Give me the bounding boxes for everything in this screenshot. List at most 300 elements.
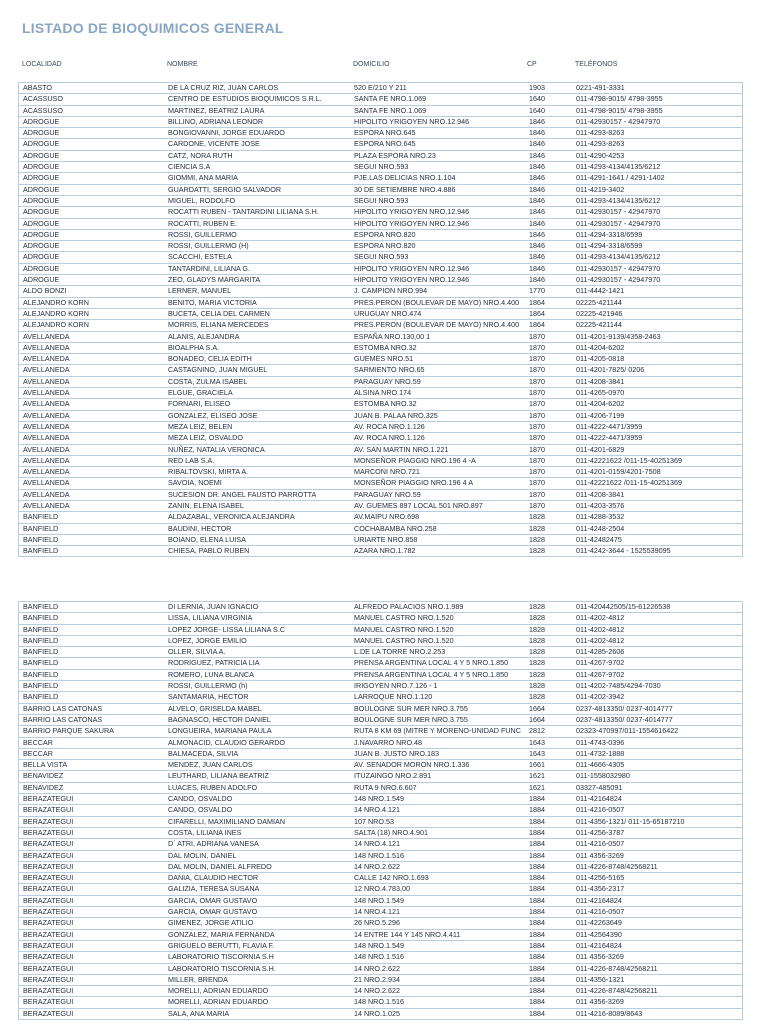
domicilio-cell: PRES.PERON (BOULEVAR DE MAYO) NRO.4.400 [354,320,520,330]
cp-cell: 1864 [529,308,545,318]
telefonos-cell: 011-4798-9015/ 4798-3955 [576,105,663,115]
table-row [19,501,742,512]
cp-cell: 1870 [529,354,545,364]
domicilio-cell: PRES.PERON (BOULEVAR DE MAYO) NRO.4.400 [354,297,520,307]
localidad-cell: BARRIO LAS CATONAS [23,703,103,713]
nombre-cell: DI LERNIA, JUAN IGNACIO [168,602,259,611]
cp-cell: 1770 [529,286,545,296]
domicilio-cell: PARAGUAY NRO.59 [354,489,421,499]
table-row [19,94,742,105]
localidad-cell: AVELLANEDA [23,388,70,398]
localidad-cell: AVELLANEDA [23,365,70,375]
localidad-cell: BERAZATEGUI [23,907,74,917]
table-row [19,636,742,647]
domicilio-cell: RUTA 9 NRO.6.607 [354,782,417,792]
table-row [19,873,742,884]
localidad-cell: ADROGUE [23,128,60,138]
telefonos-cell: 011-4293-4134/4135/6212 [576,195,661,205]
cp-cell: 1884 [529,986,545,996]
page-title: LISTADO DE BIOQUIMICOS GENERAL [22,20,284,36]
localidad-cell: BANFIELD [23,692,59,702]
telefonos-cell: 011-4294-3318/6599 [576,229,643,239]
cp-cell: 1828 [529,602,545,611]
cp-cell: 1870 [529,500,545,510]
domicilio-cell: ITUZAINGO NRO.2.891 [354,771,432,781]
nombre-cell: SANTAMARIA, HECTOR [168,692,249,702]
nombre-cell: LERNER, MANUEL [168,286,232,296]
nombre-cell: GIMENEZ, JORGE ATILIO [168,918,254,928]
cp-cell: 1828 [529,635,545,645]
table-row [19,320,742,331]
telefonos-cell: 011-4201-7825/ 0206 [576,365,645,375]
nombre-cell: BENITO, MARIA VICTORIA [168,297,257,307]
column-header-localidad: LOCALIDAD [22,61,62,68]
nombre-cell: ROSSI, GUILLERMO (h) [168,681,248,691]
nombre-cell: ROSSI, GUILLERMO [168,229,237,239]
table-row [19,975,742,986]
table-row [19,613,742,624]
nombre-cell: BOIANO, ELENA LUISA [168,534,246,544]
cp-cell: 1884 [529,884,545,894]
table-row [19,658,742,669]
nombre-cell: CASTAGNINO, JUAN MIGUEL [168,365,268,375]
cp-cell: 1884 [529,997,545,1007]
table-row [19,173,742,184]
nombre-cell: MORRIS, ELIANA MERCEDES [168,320,269,330]
cp-cell: 1884 [529,895,545,905]
localidad-cell: BERAZATEGUI [23,805,74,815]
nombre-cell: BIOALPHA S.A. [168,342,220,352]
telefonos-cell: 011-4267-9702 [576,658,625,668]
domicilio-cell: COCHABAMBA NRO.258 [354,523,437,533]
nombre-cell: LISSA, LILIANA VIRGINIA [168,613,253,623]
localidad-cell: AVELLANEDA [23,433,70,443]
cp-cell: 1846 [529,207,545,217]
telefonos-cell: 011-4216-0507 [576,907,625,917]
cp-cell: 1864 [529,297,545,307]
table-row [19,241,742,252]
cp-cell: 1870 [529,376,545,386]
domicilio-cell: JUAN B. JUSTO NRO.183 [354,748,439,758]
telefonos-cell: 011-4222-4471/3959 [576,433,643,443]
cp-cell: 1870 [529,399,545,409]
table-row [19,907,742,918]
table-row [19,445,742,456]
localidad-cell: ALEJANDRO KORN [23,320,89,330]
localidad-cell: BANFIELD [23,512,59,522]
cp-cell: 1884 [529,974,545,984]
telefonos-cell: 011-4265-0970 [576,388,625,398]
domicilio-cell: ESTOMBA NRO.32 [354,342,417,352]
localidad-cell: BERAZATEGUI [23,997,74,1007]
table-row [19,298,742,309]
domicilio-cell: AV. ROCA NRO.1.126 [354,433,425,443]
telefonos-cell: 011-4666-4305 [576,760,625,770]
domicilio-cell: J.NAVARRO NRO.48 [354,737,423,747]
localidad-cell: BERAZATEGUI [23,918,74,928]
localidad-cell: BELLA VISTA [23,760,68,770]
domicilio-cell: AV. SENADOR MORON NRO.1.336 [354,760,470,770]
cp-cell: 1870 [529,388,545,398]
domicilio-cell: SARMIENTO NRO.65 [354,365,425,375]
localidad-cell: AVELLANEDA [23,489,70,499]
nombre-cell: MARTINEZ, BEATRIZ LAURA [168,105,265,115]
table-row [19,535,742,546]
cp-cell: 1870 [529,489,545,499]
domicilio-cell: HIPOLITO YRIGOYEN NRO.12.946 [354,275,470,285]
localidad-cell: ADROGUE [23,218,60,228]
cp-cell: 1661 [529,760,545,770]
domicilio-cell: MARCONI NRO.721 [354,467,420,477]
table-row [19,839,742,850]
cp-cell: 1621 [529,782,545,792]
cp-cell: 1884 [529,952,545,962]
localidad-cell: BERAZATEGUI [23,986,74,996]
domicilio-cell: SEGUI NRO.593 [354,195,409,205]
domicilio-cell: PJE.LAS DELICIAS NRO.1.104 [354,173,456,183]
nombre-cell: ROSSI, GUILLERMO (H) [168,241,249,251]
telefonos-cell: 011-4256-5165 [576,873,625,883]
telefonos-cell: 011-4293-4134/4135/6212 [576,162,661,172]
telefonos-cell: 011-4202-4812 [576,635,625,645]
domicilio-cell: 12 NRO.4.783,00 [354,884,410,894]
telefonos-cell: 011-4356-1321/ 011-15-65187210 [576,816,685,826]
domicilio-cell: ESPORA NRO.820 [354,229,416,239]
cp-cell: 1884 [529,816,545,826]
telefonos-cell: 011-4219-3402 [576,184,625,194]
table-row [19,162,742,173]
telefonos-cell: 011-4204-6202 [576,399,625,409]
localidad-cell: ADROGUE [23,252,60,262]
table-row [19,704,742,715]
table-row [19,422,742,433]
nombre-cell: RODRIGUEZ, PATRICIA LIA [168,658,260,668]
localidad-cell: ADROGUE [23,150,60,160]
table-row [19,139,742,150]
nombre-cell: MEZA LEIZ, OSVALDO [168,433,243,443]
localidad-cell: AVELLANEDA [23,455,70,465]
cp-cell: 1870 [529,342,545,352]
telefonos-cell: 011-4356-2317 [576,884,625,894]
domicilio-cell: AV. SAN MARTIN NRO.1.221 [354,444,449,454]
nombre-cell: SAVOIA, NOEMI [168,478,222,488]
nombre-cell: LABORATORIO TISCORNIA S.H [168,952,274,962]
localidad-cell: ALEJANDRO KORN [23,297,89,307]
telefonos-cell: 02225-421946 [576,308,623,318]
nombre-cell: CENTRO DE ESTUDIOS BIOQUIMICOS S.R.L. [168,94,322,104]
domicilio-cell: MANUEL CASTRO NRO.1.520 [354,635,454,645]
nombre-cell: MIGUEL, RODOLFO [168,195,236,205]
domicilio-cell: 148 NRO.1.516 [354,850,404,860]
nombre-cell: RIBALTOVSKI, MIRTA A. [168,467,249,477]
telefonos-cell: 011-42164824 [576,940,622,950]
domicilio-cell: 14 NRO.4.121 [354,839,400,849]
table-row [19,986,742,997]
table-row [19,602,742,613]
cp-cell: 1643 [529,748,545,758]
table-row [19,456,742,467]
localidad-cell: BERAZATEGUI [23,963,74,973]
domicilio-cell: 14 NRO.4.121 [354,805,400,815]
cp-cell: 1828 [529,647,545,657]
table-row [19,478,742,489]
domicilio-cell: LARROQUE NRO.1.120 [354,692,433,702]
localidad-cell: ADROGUE [23,207,60,217]
telefonos-cell: 011-4732-1888 [576,748,625,758]
telefonos-cell: 0237-4813350/ 0237-4014777 [576,714,673,724]
nombre-cell: DAL MOLIN, DANIEL [168,850,237,860]
localidad-cell: BERAZATEGUI [23,974,74,984]
localidad-cell: ADROGUE [23,162,60,172]
cp-cell: 1864 [529,320,545,330]
domicilio-cell: RUTA 8 KM 69 (MITRE Y MORENO-UNIDAD FUNC [354,726,521,736]
column-header-telefonos: TELÉFONOS [575,61,618,68]
nombre-cell: GALIZIA, TERESA SUSANA [168,884,260,894]
telefonos-cell: 011-4202-4812 [576,624,625,634]
domicilio-cell: 107 NRO.53 [354,816,394,826]
domicilio-cell: 14 NRO.1.025 [354,1008,400,1018]
cp-cell: 1846 [529,195,545,205]
telefonos-cell: 02225-421144 [576,320,622,330]
nombre-cell: LOPEZ JORGE- LISSA LILIANA S.C [168,624,286,634]
table-row [19,964,742,975]
table-row [19,286,742,297]
cp-cell: 1870 [529,478,545,488]
nombre-cell: LOPEZ, JORGE EMILIO [168,635,247,645]
localidad-cell: BERAZATEGUI [23,827,74,837]
cp-cell: 1846 [529,184,545,194]
localidad-cell: BERAZATEGUI [23,816,74,826]
table-row [19,884,742,895]
table-row [19,388,742,399]
telefonos-cell: 03327-485091 [576,782,623,792]
telefonos-cell: 011-4206-7199 [576,410,625,420]
localidad-cell: BANFIELD [23,546,59,556]
domicilio-cell: HIPOLITO YRIGOYEN NRO.12.946 [354,207,470,217]
domicilio-cell: MONSEÑOR PIAGGIO NRO.196 4 -A [354,455,476,465]
cp-cell: 1828 [529,546,545,556]
telefonos-cell: 011-4216-0507 [576,805,625,815]
telefonos-cell: 011-4201-6829 [576,444,625,454]
localidad-cell: BARRIO LAS CATONAS [23,714,103,724]
nombre-cell: SCACCHI, ESTELA [168,252,232,262]
nombre-cell: ALDAZABAL, VERONICA ALEJANDRA [168,512,295,522]
table-row [19,997,742,1008]
localidad-cell: BECCAR [23,737,53,747]
nombre-cell: MILLER, BRENDA [168,974,228,984]
column-header-cp: CP [527,61,537,68]
domicilio-cell: ESTOMBA NRO.32 [354,399,417,409]
telefonos-cell: 011-42930157 - 42947970 [576,207,661,217]
nombre-cell: BALMACEDA, SILVIA [168,748,239,758]
cp-cell: 1640 [529,94,545,104]
domicilio-cell: IRIGOYEN NRO.7.126 - 1 [354,681,438,691]
domicilio-cell: PARAGUAY NRO.59 [354,376,421,386]
telefonos-cell: 011-4256-3787 [576,827,625,837]
nombre-cell: SUCESION DR. ANGEL FAUSTO PARROTTA [168,489,317,499]
cp-cell: 1828 [529,613,545,623]
domicilio-cell: PRENSA ARGENTINA LOCAL 4 Y 5 NRO.1.850 [354,658,509,668]
nombre-cell: GONZALEZ, MARIA FERNANDA [168,929,275,939]
nombre-cell: LONGUEIRA, MARIANA PAULA [168,726,272,736]
table-row [19,219,742,230]
table-row [19,411,742,422]
nombre-cell: ALMONACID, CLAUDIO GERARDO [168,737,286,747]
cp-cell: 1870 [529,467,545,477]
cp-cell: 1828 [529,512,545,522]
domicilio-cell: PRENSA ARGENTINA LOCAL 4 Y 5 NRO.1.850 [354,669,509,679]
domicilio-cell: CALLE 142 NRO.1.693 [354,873,429,883]
table-row [19,207,742,218]
domicilio-cell: MANUEL CASTRO NRO.1.520 [354,613,454,623]
localidad-cell: BANFIELD [23,647,59,657]
cp-cell: 1828 [529,681,545,691]
nombre-cell: BAUDINI, HECTOR [168,523,232,533]
cp-cell: 1846 [529,263,545,273]
table-row [19,332,742,343]
localidad-cell: ADROGUE [23,116,60,126]
cp-cell: 1903 [529,83,545,92]
telefonos-cell: 011-4205-0818 [576,354,625,364]
cp-cell: 1846 [529,162,545,172]
cp-cell: 1828 [529,669,545,679]
telefonos-cell: 011-4743-0396 [576,737,625,747]
nombre-cell: LABORATORIO TISCORNIA S.H. [168,963,276,973]
domicilio-cell: 148 NRO.1.516 [354,997,404,1007]
table-row [19,377,742,388]
localidad-cell: AVELLANEDA [23,399,70,409]
nombre-cell: DE LA CRUZ RIZ, JUAN CARLOS [168,83,279,92]
telefonos-cell: 011-4267-9702 [576,669,625,679]
localidad-cell: ADROGUE [23,229,60,239]
domicilio-cell: ESPAÑA NRO.130,00 1 [354,331,431,341]
telefonos-cell: 0237-4813350/ 0237-4014777 [576,703,673,713]
domicilio-cell: 148 NRO.1.516 [354,952,404,962]
table-row [19,196,742,207]
domicilio-cell: 520 E/210 Y 211 [354,83,407,92]
telefonos-cell: 011-4222-4471/3959 [576,421,643,431]
domicilio-cell: SANTA FE NRO.1.069 [354,94,427,104]
table-row [19,625,742,636]
cp-cell: 1846 [529,252,545,262]
domicilio-cell: 14 NRO.2.622 [354,861,400,871]
column-header-domicilio: DOMICILIO [353,61,390,68]
telefonos-cell: 011-1558032980 [576,771,630,781]
table-row [19,647,742,658]
nombre-cell: CATZ, NORA RUTH [168,150,233,160]
table-row [19,546,742,557]
telefonos-cell: 011-4226-8748/42568211 [576,861,658,871]
localidad-cell: BERAZATEGUI [23,794,74,804]
table-row [19,230,742,241]
nombre-cell: GONZALEZ, ELISEO JOSE [168,410,258,420]
nombre-cell: ELGUE, GRACIELA [168,388,233,398]
localidad-cell: AVELLANEDA [23,500,70,510]
table-row [19,354,742,365]
domicilio-cell: SEGUI NRO.593 [354,252,409,262]
cp-cell: 1846 [529,173,545,183]
table-row [19,681,742,692]
domicilio-cell: AV. ROCA NRO.1.126 [354,421,425,431]
domicilio-cell: ESPORA NRO.820 [354,241,416,251]
telefonos-cell: 0221-491-3331 [576,83,625,92]
nombre-cell: FORNARI, ELISEO [168,399,231,409]
localidad-cell: BERAZATEGUI [23,884,74,894]
nombre-cell: LUACES, RUBEN ADOLFO [168,782,258,792]
nombre-cell: GARCIA, OMAR GUSTAVO [168,895,258,905]
table-row [19,467,742,478]
cp-cell: 1870 [529,331,545,341]
cp-cell: 1884 [529,805,545,815]
domicilio-cell: 14 ENTRE 144 Y 145 NRO.4.411 [354,929,461,939]
domicilio-cell: AV.MAIPU NRO.698 [354,512,420,522]
cp-cell: 1884 [529,839,545,849]
telefonos-cell: 011-4242-3644 - 1525539095 [576,546,671,556]
table-row [19,952,742,963]
table-row [19,941,742,952]
table-row [19,896,742,907]
localidad-cell: BANFIELD [23,669,59,679]
cp-cell: 1846 [529,150,545,160]
table-row [19,805,742,816]
nombre-cell: MORELLI, ADRIAN EDUARDO [168,997,269,1007]
table-row [19,817,742,828]
domicilio-cell: 14 NRO.4.121 [354,907,400,917]
telefonos-cell: 011-4293-4134/4135/6212 [576,252,661,262]
telefonos-cell: 011-4442-1421 [576,286,625,296]
localidad-cell: AVELLANEDA [23,421,70,431]
telefonos-cell: 011-4208-3841 [576,376,625,386]
telefonos-cell: 011-4285-2606 [576,647,625,657]
cp-cell: 1621 [529,771,545,781]
domicilio-cell: URIARTE NRO.858 [354,534,418,544]
domicilio-cell: SALTA (18) NRO.4.901 [354,827,429,837]
localidad-cell: ADROGUE [23,139,60,149]
cp-cell: 1884 [529,907,545,917]
nombre-cell: GARCIA, OMAR GUSTAVO [168,907,258,917]
localidad-cell: BERAZATEGUI [23,850,74,860]
cp-cell: 1846 [529,241,545,251]
localidad-cell: BARRIO PARQUE SAKURA [23,726,114,736]
cp-cell: 1643 [529,737,545,747]
domicilio-cell: PLAZA ESPORA NRO.23 [354,150,436,160]
cp-cell: 1664 [529,703,545,713]
telefonos-cell: 011-4202-3942 [576,692,625,702]
telefonos-cell: 011-42221622 /011-15-40251369 [576,455,683,465]
table-row [19,309,742,320]
domicilio-cell: ESPORA NRO.645 [354,128,416,138]
cp-cell: 1846 [529,229,545,239]
nombre-cell: BUCETA, CELIA DEL CARMEN [168,308,270,318]
domicilio-cell: 26 NRO.5.296 [354,918,400,928]
telefonos-cell: 011-42221622 /011-15-40251369 [576,478,683,488]
localidad-cell: BANFIELD [23,624,59,634]
telefonos-cell: 011-4248-2504 [576,523,625,533]
table-row [19,851,742,862]
localidad-cell: AVELLANEDA [23,478,70,488]
localidad-cell: BANFIELD [23,613,59,623]
column-header-nombre: NOMBRE [167,61,198,68]
cp-cell: 1870 [529,433,545,443]
cp-cell: 1846 [529,275,545,285]
table-row [19,1009,742,1020]
telefonos-cell: 011-4201-0159/4201-7508 [576,467,661,477]
domicilio-cell: 14 NRO.2.622 [354,986,400,996]
cp-cell: 1884 [529,827,545,837]
cp-cell: 1884 [529,1008,545,1018]
nombre-cell: DANIA, CLAUDIO HECTOR [168,873,259,883]
nombre-cell: ROCATTI RUBEN - TANTARDINI LILIANA S.H. [168,207,319,217]
